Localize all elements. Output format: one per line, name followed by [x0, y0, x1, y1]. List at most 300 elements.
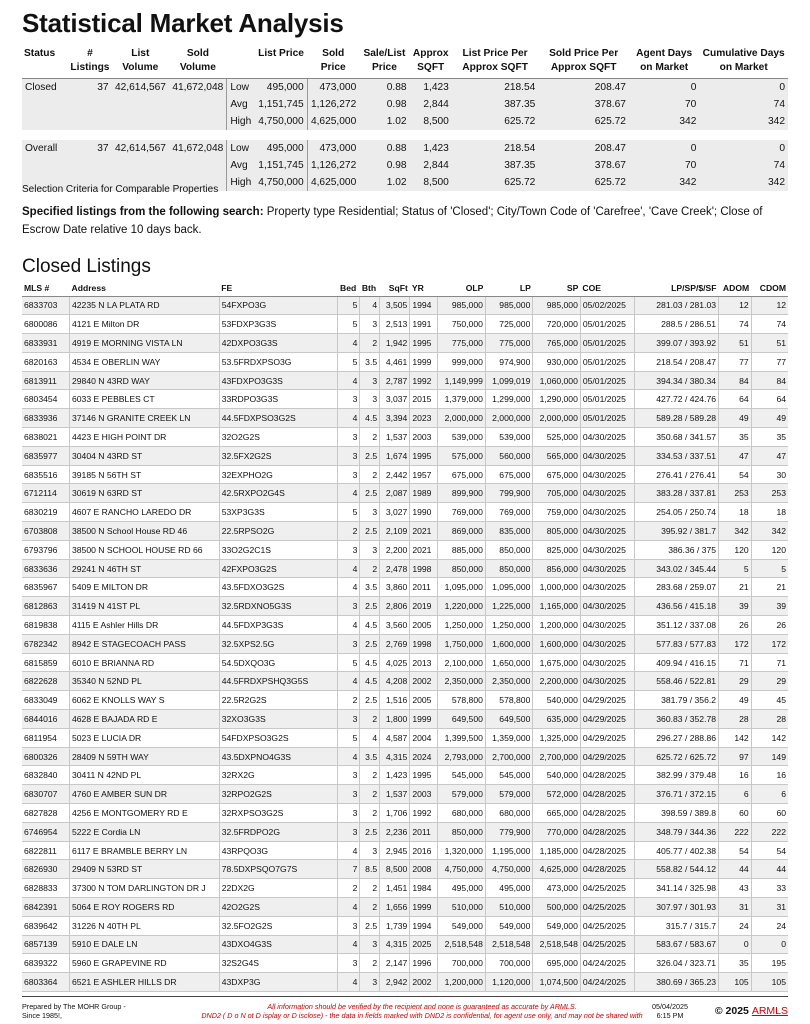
listing-cell: 307.97 / 301.93: [634, 898, 718, 917]
listing-cell: 856,000: [533, 559, 580, 578]
listing-cell: 2: [360, 766, 380, 785]
listing-cell: 381.79 / 356.2: [634, 691, 718, 710]
listing-row[interactable]: [22, 446, 788, 465]
listing-cell: 2: [360, 428, 380, 447]
listing-cell: 1,739: [380, 916, 410, 935]
listing-cell: 3: [338, 428, 360, 447]
listing-row[interactable]: [22, 616, 788, 635]
listing-cell: 6833636: [22, 559, 69, 578]
listing-cell: 5910 E DALE LN: [69, 935, 219, 954]
listing-cell: 6833936: [22, 409, 69, 428]
listing-cell: 1,675,000: [533, 653, 580, 672]
listing-cell: 6800086: [22, 315, 69, 334]
listing-cell: 04/30/2025: [580, 672, 634, 691]
listing-cell: 42DXPO3G3S: [219, 334, 338, 353]
listing-cell: 1,650,000: [485, 653, 532, 672]
summary-cell: 342: [699, 174, 788, 191]
listing-cell: 172: [751, 634, 788, 653]
listing-cell: 2,100,000: [438, 653, 485, 672]
listing-cell: 33: [751, 879, 788, 898]
listing-row[interactable]: [22, 578, 788, 597]
listing-cell: 5: [338, 653, 360, 672]
summary-cell: Overall: [22, 140, 68, 157]
listing-cell: 16: [719, 766, 752, 785]
listing-cell: 545,000: [485, 766, 532, 785]
listing-cell: 35: [751, 428, 788, 447]
listing-cell: 700,000: [438, 954, 485, 973]
listing-cell: 635,000: [533, 710, 580, 729]
listing-cell: 276.41 / 276.41: [634, 465, 718, 484]
listing-cell: 71: [751, 653, 788, 672]
listing-cell: 2,000,000: [485, 409, 532, 428]
summary-cell: [112, 157, 169, 174]
listing-cell: 44: [751, 860, 788, 879]
listing-cell: 4: [338, 898, 360, 917]
listing-cell: 1,060,000: [533, 371, 580, 390]
listing-cell: 4: [338, 935, 360, 954]
listing-row[interactable]: [22, 822, 788, 841]
listing-cell: 1,537: [380, 785, 410, 804]
listing-cell: 4,625,000: [533, 860, 580, 879]
listing-cell: 2005: [410, 616, 438, 635]
listing-col-header: MLS #: [22, 280, 69, 296]
listing-row[interactable]: [22, 559, 788, 578]
listing-cell: 2.5: [360, 597, 380, 616]
listing-cell: 2013: [410, 653, 438, 672]
listing-cell: 78.5DXPSQO7G7S: [219, 860, 338, 879]
listing-cell: 1999: [410, 710, 438, 729]
listing-cell: 04/30/2025: [580, 616, 634, 635]
listing-cell: 1,451: [380, 879, 410, 898]
listing-row[interactable]: [22, 484, 788, 503]
listing-cell: 4121 E Milton DR: [69, 315, 219, 334]
listing-cell: 39185 N 56TH ST: [69, 465, 219, 484]
listing-row[interactable]: [22, 935, 788, 954]
listing-cell: 1998: [410, 559, 438, 578]
listing-row[interactable]: [22, 785, 788, 804]
listing-cell: 383.28 / 337.81: [634, 484, 718, 503]
listing-cell: 04/28/2025: [580, 860, 634, 879]
listing-cell: 04/30/2025: [580, 465, 634, 484]
listing-cell: 1,200,000: [533, 616, 580, 635]
summary-cell: 495,000: [255, 140, 307, 157]
listing-cell: 24: [751, 916, 788, 935]
listing-row[interactable]: [22, 540, 788, 559]
listing-cell: 28: [751, 710, 788, 729]
search-criteria-bold: Specified listings from the following search:: [22, 206, 264, 218]
listing-cell: 6803364: [22, 973, 69, 992]
listing-cell: 799,900: [485, 484, 532, 503]
listing-row[interactable]: [22, 954, 788, 973]
listing-cell: 850,000: [485, 559, 532, 578]
listing-cell: 4: [338, 616, 360, 635]
listing-cell: 2,442: [380, 465, 410, 484]
listing-row[interactable]: [22, 465, 788, 484]
listing-cell: 2,769: [380, 634, 410, 653]
listing-cell: 6835516: [22, 465, 69, 484]
listing-cell: 22.5R2G2S: [219, 691, 338, 710]
summary-col-header: Sale/List Price: [359, 47, 409, 79]
listings-body: [22, 296, 788, 991]
summary-cell: 473,000: [307, 140, 359, 157]
prepared-by-line2: Since 1985!,: [22, 1011, 62, 1020]
listing-cell: 589.28 / 589.28: [634, 409, 718, 428]
listing-cell: 930,000: [533, 352, 580, 371]
listing-cell: 394.34 / 380.34: [634, 371, 718, 390]
listing-cell: 2: [338, 879, 360, 898]
listing-cell: 253: [751, 484, 788, 503]
listing-cell: 835,000: [485, 522, 532, 541]
summary-cell: 41,672,048: [169, 140, 227, 157]
listing-row[interactable]: [22, 597, 788, 616]
summary-cell: High: [227, 174, 255, 191]
listing-cell: 77: [719, 352, 752, 371]
listing-cell: 26: [751, 616, 788, 635]
listing-row[interactable]: [22, 691, 788, 710]
listing-cell: 850,000: [438, 559, 485, 578]
listing-cell: 2: [360, 804, 380, 823]
listing-cell: 6521 E ASHLER HILLS DR: [69, 973, 219, 992]
listing-cell: 575,000: [438, 446, 485, 465]
listing-cell: 5222 E Cordia LN: [69, 822, 219, 841]
listing-cell: 53.5FRDXPSO3G: [219, 352, 338, 371]
listing-cell: 1,800: [380, 710, 410, 729]
listing-cell: 3: [360, 315, 380, 334]
summary-cell: 70: [629, 96, 699, 113]
listing-cell: 1,074,500: [533, 973, 580, 992]
listing-cell: 4628 E BAJADA RD E: [69, 710, 219, 729]
summary-col-header: List Price: [255, 47, 307, 79]
listing-cell: 4: [338, 973, 360, 992]
listing-cell: 6813911: [22, 371, 69, 390]
listing-cell: 1,359,000: [485, 728, 532, 747]
listings-header-row: [22, 280, 788, 296]
listing-col-header: ADOM: [719, 280, 752, 296]
listing-cell: 769,000: [438, 503, 485, 522]
listing-cell: 578,800: [485, 691, 532, 710]
summary-cell: [22, 96, 68, 113]
listing-cell: 35340 N 52ND PL: [69, 672, 219, 691]
listing-cell: 254.05 / 250.74: [634, 503, 718, 522]
listing-cell: 04/30/2025: [580, 503, 634, 522]
listing-cell: 2004: [410, 728, 438, 747]
summary-cell: 1,423: [410, 140, 452, 157]
listing-cell: 769,000: [485, 503, 532, 522]
listing-cell: 253: [719, 484, 752, 503]
listing-row[interactable]: [22, 710, 788, 729]
listing-cell: 28409 N 59TH WAY: [69, 747, 219, 766]
listing-cell: 2,518,548: [533, 935, 580, 954]
summary-cell: 0.88: [359, 140, 409, 157]
listing-cell: 7: [338, 860, 360, 879]
listing-cell: 04/30/2025: [580, 559, 634, 578]
listing-cell: 2,200,000: [533, 672, 580, 691]
listing-cell: 3,037: [380, 390, 410, 409]
listing-cell: 4,315: [380, 935, 410, 954]
summary-cell: 625.72: [538, 113, 629, 130]
listing-cell: 18: [719, 503, 752, 522]
listing-cell: 885,000: [438, 540, 485, 559]
listing-row[interactable]: [22, 634, 788, 653]
listing-cell: 985,000: [438, 296, 485, 315]
listing-cell: 149: [751, 747, 788, 766]
listing-cell: 1995: [410, 766, 438, 785]
summary-cell: 2,844: [410, 96, 452, 113]
summary-col-header: Sold Volume: [169, 47, 227, 79]
copyright-text: © 2025: [714, 1005, 749, 1017]
listing-cell: 04/29/2025: [580, 747, 634, 766]
listing-cell: 4: [360, 296, 380, 315]
listing-cell: 341.14 / 325.98: [634, 879, 718, 898]
listing-cell: 60: [751, 804, 788, 823]
summary-cell: 342: [629, 113, 699, 130]
listing-cell: 6062 E KNOLLS WAY S: [69, 691, 219, 710]
summary-cell: 1,423: [410, 79, 452, 97]
listing-cell: 49: [719, 409, 752, 428]
listing-cell: 2021: [410, 540, 438, 559]
listing-cell: 05/01/2025: [580, 371, 634, 390]
listing-cell: 779,900: [485, 822, 532, 841]
listing-cell: 32S2G4S: [219, 954, 338, 973]
listing-cell: 04/24/2025: [580, 973, 634, 992]
listing-cell: 04/30/2025: [580, 597, 634, 616]
listing-row[interactable]: [22, 409, 788, 428]
listing-cell: 2,518,548: [485, 935, 532, 954]
listing-row[interactable]: [22, 804, 788, 823]
listing-cell: 1994: [410, 296, 438, 315]
listing-cell: 38500 N School House RD 46: [69, 522, 219, 541]
listing-cell: 2,945: [380, 841, 410, 860]
listing-cell: 04/29/2025: [580, 710, 634, 729]
listing-cell: 2,000,000: [438, 409, 485, 428]
listing-cell: 120: [751, 540, 788, 559]
listing-cell: 2,793,000: [438, 747, 485, 766]
summary-cell: 378.67: [538, 157, 629, 174]
listing-cell: 29241 N 46TH ST: [69, 559, 219, 578]
listing-cell: 30: [751, 465, 788, 484]
listing-cell: 775,000: [485, 334, 532, 353]
listing-cell: 398.59 / 389.8: [634, 804, 718, 823]
listing-col-header: LP: [485, 280, 532, 296]
closed-listings-title: Closed Listings: [22, 256, 151, 277]
listing-cell: 4.5: [360, 672, 380, 691]
listing-cell: 3,860: [380, 578, 410, 597]
listing-cell: 3: [338, 766, 360, 785]
listing-cell: 24: [719, 916, 752, 935]
listing-cell: 22.5RPSO2G: [219, 522, 338, 541]
listing-cell: 42O2G2S: [219, 898, 338, 917]
listing-cell: 04/28/2025: [580, 785, 634, 804]
listing-cell: 21: [719, 578, 752, 597]
listing-cell: 26: [719, 616, 752, 635]
criteria-label: Selection Criteria for Comparable Properties: [22, 184, 219, 195]
summary-cell: 4,750,000: [255, 174, 307, 191]
listing-row[interactable]: [22, 503, 788, 522]
listing-row[interactable]: [22, 879, 788, 898]
listing-row[interactable]: [22, 841, 788, 860]
listing-row[interactable]: [22, 334, 788, 353]
listing-cell: 1,600,000: [533, 634, 580, 653]
listing-cell: 5960 E GRAPEVINE RD: [69, 954, 219, 973]
listing-cell: 1,537: [380, 428, 410, 447]
listing-cell: 3: [360, 390, 380, 409]
listing-cell: 6712114: [22, 484, 69, 503]
summary-cell: 625.72: [538, 174, 629, 191]
listing-row[interactable]: [22, 747, 788, 766]
print-date: 05/04/2025: [652, 1002, 688, 1011]
listing-cell: 6826930: [22, 860, 69, 879]
listing-row[interactable]: [22, 898, 788, 917]
listing-row[interactable]: [22, 522, 788, 541]
listing-cell: 3: [360, 503, 380, 522]
listing-cell: 12: [751, 296, 788, 315]
listing-cell: 53XP3G3S: [219, 503, 338, 522]
listing-cell: 29840 N 43RD WAY: [69, 371, 219, 390]
listing-row[interactable]: [22, 653, 788, 672]
listing-cell: 6800326: [22, 747, 69, 766]
listing-row[interactable]: [22, 860, 788, 879]
listing-cell: 2,200: [380, 540, 410, 559]
listing-cell: 1,220,000: [438, 597, 485, 616]
search-criteria: [22, 203, 782, 239]
listing-cell: 2.5: [360, 822, 380, 841]
listing-row[interactable]: [22, 296, 788, 315]
listing-cell: 2008: [410, 860, 438, 879]
summary-cell: 1,151,745: [255, 157, 307, 174]
listing-row[interactable]: [22, 428, 788, 447]
listing-cell: 500,000: [533, 898, 580, 917]
listing-row[interactable]: [22, 371, 788, 390]
summary-cell: 8,500: [410, 113, 452, 130]
listing-cell: 558.46 / 522.81: [634, 672, 718, 691]
listing-cell: 1995: [410, 334, 438, 353]
listing-row[interactable]: [22, 973, 788, 992]
listing-cell: 6838021: [22, 428, 69, 447]
listing-cell: 4: [338, 841, 360, 860]
listing-cell: 49: [719, 691, 752, 710]
armls-link[interactable]: ARMLS: [751, 1005, 788, 1017]
listing-cell: 1,195,000: [485, 841, 532, 860]
listing-cell: 64: [719, 390, 752, 409]
listing-cell: 71: [719, 653, 752, 672]
listing-cell: 39: [719, 597, 752, 616]
listing-cell: 4: [338, 371, 360, 390]
listing-cell: 16: [751, 766, 788, 785]
summary-cell: [112, 96, 169, 113]
summary-cell: [68, 96, 111, 113]
listing-cell: 44.5FRDXPSHQ3G5S: [219, 672, 338, 691]
listing-cell: 2015: [410, 390, 438, 409]
listing-cell: 4256 E MONTGOMERY RD E: [69, 804, 219, 823]
listing-cell: 6857139: [22, 935, 69, 954]
listing-row[interactable]: [22, 352, 788, 371]
listing-cell: 2005: [410, 691, 438, 710]
listing-cell: 558.82 / 544.12: [634, 860, 718, 879]
listing-cell: 35: [719, 428, 752, 447]
listing-cell: 6842391: [22, 898, 69, 917]
listing-row[interactable]: [22, 728, 788, 747]
summary-cell: 378.67: [538, 96, 629, 113]
listing-cell: 5: [338, 503, 360, 522]
listing-cell: 2,700,000: [533, 747, 580, 766]
prepared-by: [22, 1002, 126, 1020]
listing-cell: 2016: [410, 841, 438, 860]
summary-cell: 208.47: [538, 79, 629, 97]
listing-cell: 2: [360, 710, 380, 729]
listing-row[interactable]: [22, 916, 788, 935]
listing-cell: 539,000: [438, 428, 485, 447]
listing-cell: 4,315: [380, 747, 410, 766]
listing-cell: 6: [751, 785, 788, 804]
listing-col-header: CDOM: [751, 280, 788, 296]
summary-row: [22, 113, 788, 130]
listing-row[interactable]: [22, 315, 788, 334]
listing-cell: 2003: [410, 428, 438, 447]
listing-cell: 43RPQO3G: [219, 841, 338, 860]
listing-cell: 2: [360, 954, 380, 973]
listing-cell: 49: [751, 409, 788, 428]
listing-cell: 6815859: [22, 653, 69, 672]
listing-cell: 4: [360, 728, 380, 747]
listing-cell: 6746954: [22, 822, 69, 841]
listing-cell: 8.5: [360, 860, 380, 879]
listing-cell: 405.77 / 402.38: [634, 841, 718, 860]
summary-cell: [68, 113, 111, 130]
listing-row[interactable]: [22, 766, 788, 785]
listing-cell: 334.53 / 337.51: [634, 446, 718, 465]
listing-cell: 54FDXPSO3G2S: [219, 728, 338, 747]
listing-cell: 1,423: [380, 766, 410, 785]
listing-cell: 342: [751, 522, 788, 541]
listing-cell: 3.5: [360, 578, 380, 597]
listing-cell: 4760 E AMBER SUN DR: [69, 785, 219, 804]
listing-row[interactable]: [22, 390, 788, 409]
listing-cell: 2,000,000: [533, 409, 580, 428]
listing-row[interactable]: [22, 672, 788, 691]
summary-col-header: Sold Price: [307, 47, 359, 79]
listing-cell: 77: [751, 352, 788, 371]
listing-cell: 850,000: [485, 540, 532, 559]
listing-cell: 30404 N 43RD ST: [69, 446, 219, 465]
listing-cell: 825,000: [533, 540, 580, 559]
listing-cell: 1957: [410, 465, 438, 484]
listing-cell: 675,000: [438, 465, 485, 484]
listing-cell: 2.5: [360, 916, 380, 935]
listing-cell: 1989: [410, 484, 438, 503]
listing-cell: 05/02/2025: [580, 296, 634, 315]
listing-cell: 30619 N 63RD ST: [69, 484, 219, 503]
listing-cell: 1995: [410, 446, 438, 465]
listing-cell: 42.5RXPO2G4S: [219, 484, 338, 503]
summary-cell: 0.98: [359, 157, 409, 174]
listing-cell: 120: [719, 540, 752, 559]
listing-cell: 3: [338, 710, 360, 729]
listing-cell: 348.79 / 344.36: [634, 822, 718, 841]
listing-cell: 04/25/2025: [580, 898, 634, 917]
listing-cell: 386.36 / 375: [634, 540, 718, 559]
summary-cell: 4,625,000: [307, 174, 359, 191]
listing-cell: 2: [360, 334, 380, 353]
listing-cell: 2: [360, 898, 380, 917]
listing-cell: 04/25/2025: [580, 935, 634, 954]
listing-cell: 1,250,000: [485, 616, 532, 635]
listing-cell: 37300 N TOM DARLINGTON DR J: [69, 879, 219, 898]
listing-cell: 1996: [410, 954, 438, 973]
listing-cell: 6010 E BRIANNA RD: [69, 653, 219, 672]
listing-cell: 35: [719, 954, 752, 973]
listing-cell: 29409 N 53RD ST: [69, 860, 219, 879]
summary-cell: 1,126,272: [307, 157, 359, 174]
